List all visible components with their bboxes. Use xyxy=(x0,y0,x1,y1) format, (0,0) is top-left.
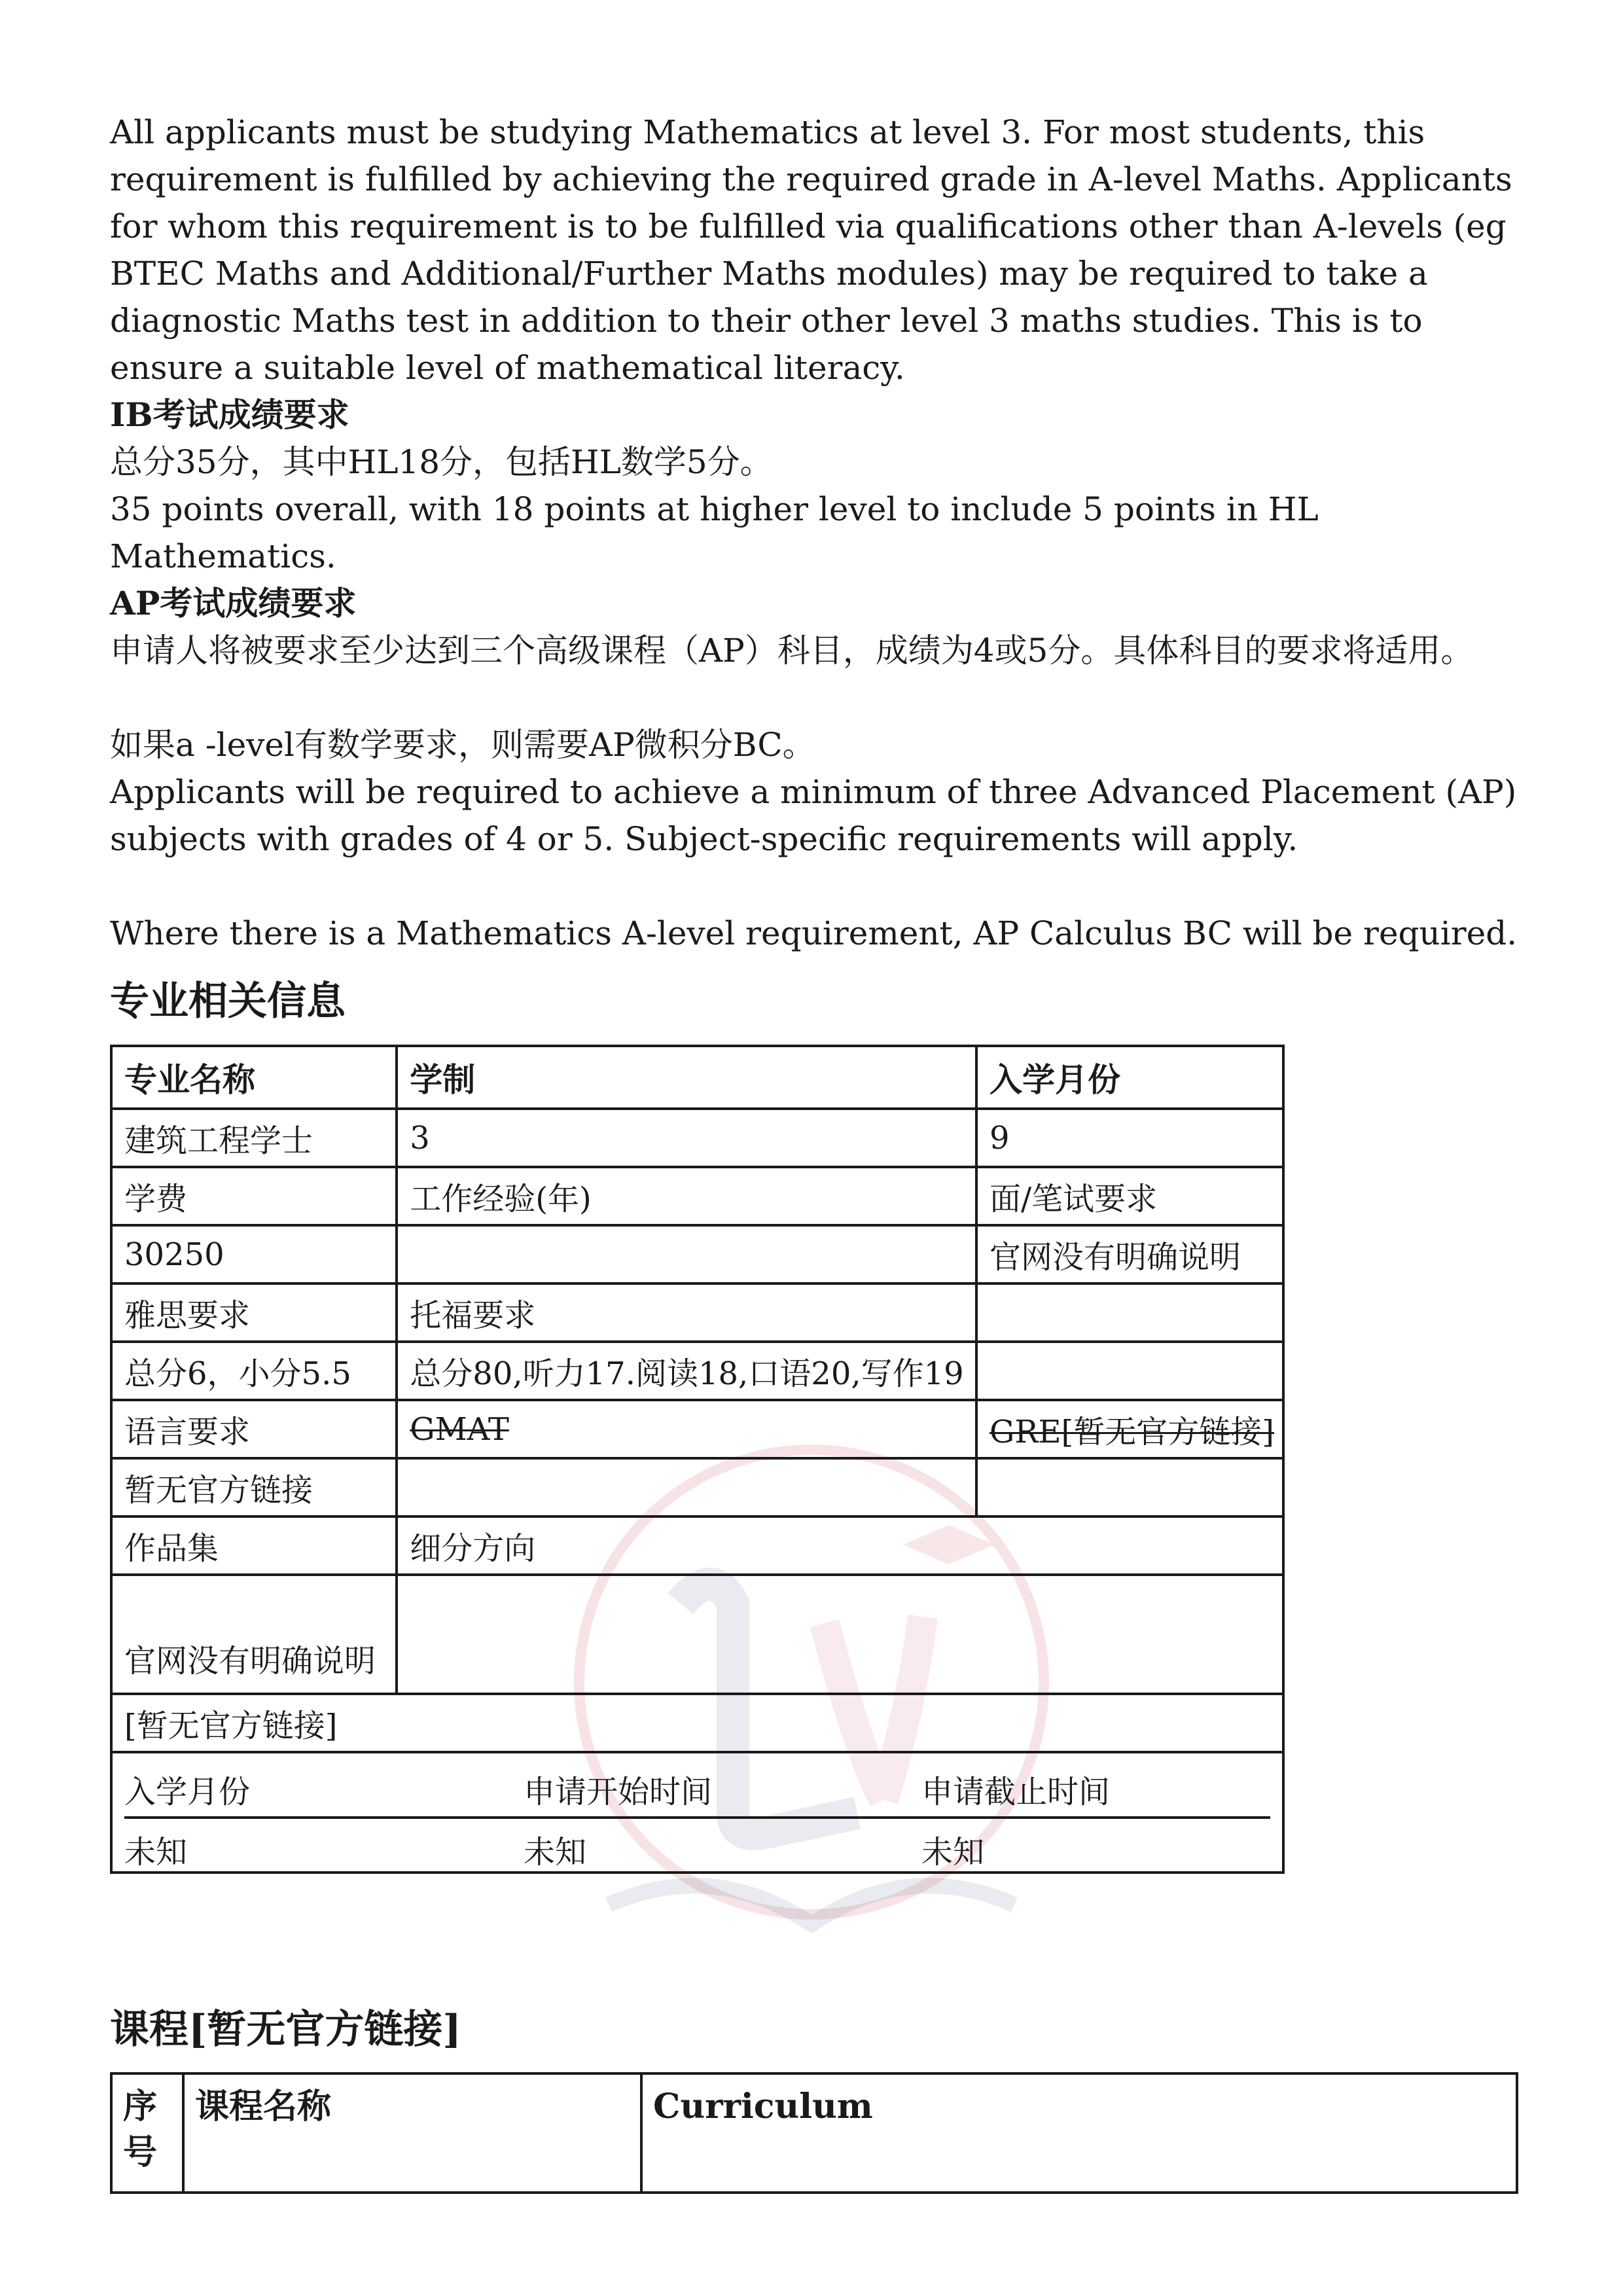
divider xyxy=(124,1816,1270,1819)
admission-requirements xyxy=(110,109,1524,957)
table-cell: 官网没有明确说明 xyxy=(111,1575,397,1694)
table-row xyxy=(111,1694,1283,1752)
header-cell: 课程名称 xyxy=(183,2073,641,2193)
table-cell: 托福要求 xyxy=(397,1283,976,1342)
application-deadline-label: 申请截止时间 xyxy=(921,1774,1111,1810)
header-cell: 序号 xyxy=(111,2073,183,2193)
intake-month-label: 入学月份 xyxy=(124,1774,251,1810)
header-cell: Curriculum xyxy=(641,2073,1517,2193)
courses-table xyxy=(110,2072,1518,2194)
table-row xyxy=(111,1342,1283,1400)
maths-requirement-paragraph: All applicants must be studying Mathematics at level 3. For most students, this requirement is fulfilled by achieving the required grade in A-level Maths. Applicants for whom this requirement is to be fulfilled via qualifications other than A-levels (eg BTEC Maths and Additional/Further Maths modules) may be required to take a diagnostic Maths test in addition to their other level 3 maths studies. This is to ensure a suitable level of mathematical literacy. xyxy=(110,113,1512,387)
table-row xyxy=(111,1283,1283,1342)
courses-heading: 课程[暂无官方链接] xyxy=(110,2007,461,2053)
program-info-table xyxy=(110,1045,1285,1874)
table-cell: 工作经验(年) xyxy=(397,1167,976,1225)
table-row xyxy=(111,1225,1283,1283)
ib-heading: IB考试成绩要求 xyxy=(110,395,349,434)
dates-row xyxy=(111,1752,1283,1873)
table-cell: 总分80,听力17.阅读18,口语20,写作19 xyxy=(397,1342,976,1400)
table-cell: 30250 xyxy=(111,1225,397,1283)
table-cell xyxy=(397,1225,976,1283)
table-cell: [暂无官方链接] xyxy=(111,1694,1283,1752)
application-deadline-value: 未知 xyxy=(921,1834,985,1871)
intake-month-value: 未知 xyxy=(124,1834,188,1871)
table-cell: 3 xyxy=(397,1109,976,1167)
table-cell: 建筑工程学士 xyxy=(111,1109,397,1167)
header-cell: 学制 xyxy=(397,1046,976,1109)
table-row xyxy=(111,1516,1283,1575)
ap-requirement-cn: 申请人将被要求至少达到三个高级课程（AP）科目，成绩为4或5分。具体科目的要求将适用。 xyxy=(110,632,1474,670)
table-row xyxy=(111,1109,1283,1167)
table-row xyxy=(111,1458,1283,1516)
table-cell: 细分方向 xyxy=(397,1516,1283,1575)
table-cell: 学费 xyxy=(111,1167,397,1225)
table-cell xyxy=(397,1575,1283,1694)
table-header-row xyxy=(111,1046,1283,1109)
table-cell: 总分6，小分5.5 xyxy=(111,1342,397,1400)
ib-requirement-en: 35 points overall, with 18 points at higher level to include 5 points in HL Mathematics. xyxy=(110,490,1319,575)
table-row xyxy=(111,1400,1283,1458)
table-cell: 面/笔试要求 xyxy=(976,1167,1283,1225)
ap-heading: AP考试成绩要求 xyxy=(110,584,357,622)
table-row xyxy=(111,1167,1283,1225)
table-row xyxy=(111,1575,1283,1694)
application-dates xyxy=(124,1753,1270,1871)
header-cell: 专业名称 xyxy=(111,1046,397,1109)
table-cell xyxy=(976,1283,1283,1342)
gmat-cell: GMAT xyxy=(397,1400,976,1458)
application-start-label: 申请开始时间 xyxy=(524,1774,713,1810)
table-cell: 官网没有明确说明 xyxy=(976,1225,1283,1283)
table-cell: 作品集 xyxy=(111,1516,397,1575)
table-cell xyxy=(976,1342,1283,1400)
table-header-row xyxy=(111,2073,1517,2193)
table-cell xyxy=(976,1458,1283,1516)
table-cell: 语言要求 xyxy=(111,1400,397,1458)
dates-cell xyxy=(111,1752,1283,1873)
gre-cell: GRE[暂无官方链接] xyxy=(976,1400,1283,1458)
ib-requirement-cn: 总分35分，其中HL18分，包括HL数学5分。 xyxy=(110,443,773,481)
ap-maths-requirement-cn: 如果a -level有数学要求，则需要AP微积分BC。 xyxy=(110,726,815,764)
ap-maths-requirement-en: Where there is a Mathematics A-level requirement, AP Calculus BC will be required. xyxy=(110,914,1518,952)
program-info-heading: 专业相关信息 xyxy=(110,978,346,1024)
table-cell xyxy=(397,1458,976,1516)
table-cell: 暂无官方链接 xyxy=(111,1458,397,1516)
application-start-value: 未知 xyxy=(524,1834,587,1871)
table-cell: 雅思要求 xyxy=(111,1283,397,1342)
ap-requirement-en: Applicants will be required to achieve a minimum of three Advanced Placement (AP) subjects with grades of 4 or 5. Subject-specific requirements will apply. xyxy=(110,773,1517,858)
table-cell: 9 xyxy=(976,1109,1283,1167)
header-cell: 入学月份 xyxy=(976,1046,1283,1109)
